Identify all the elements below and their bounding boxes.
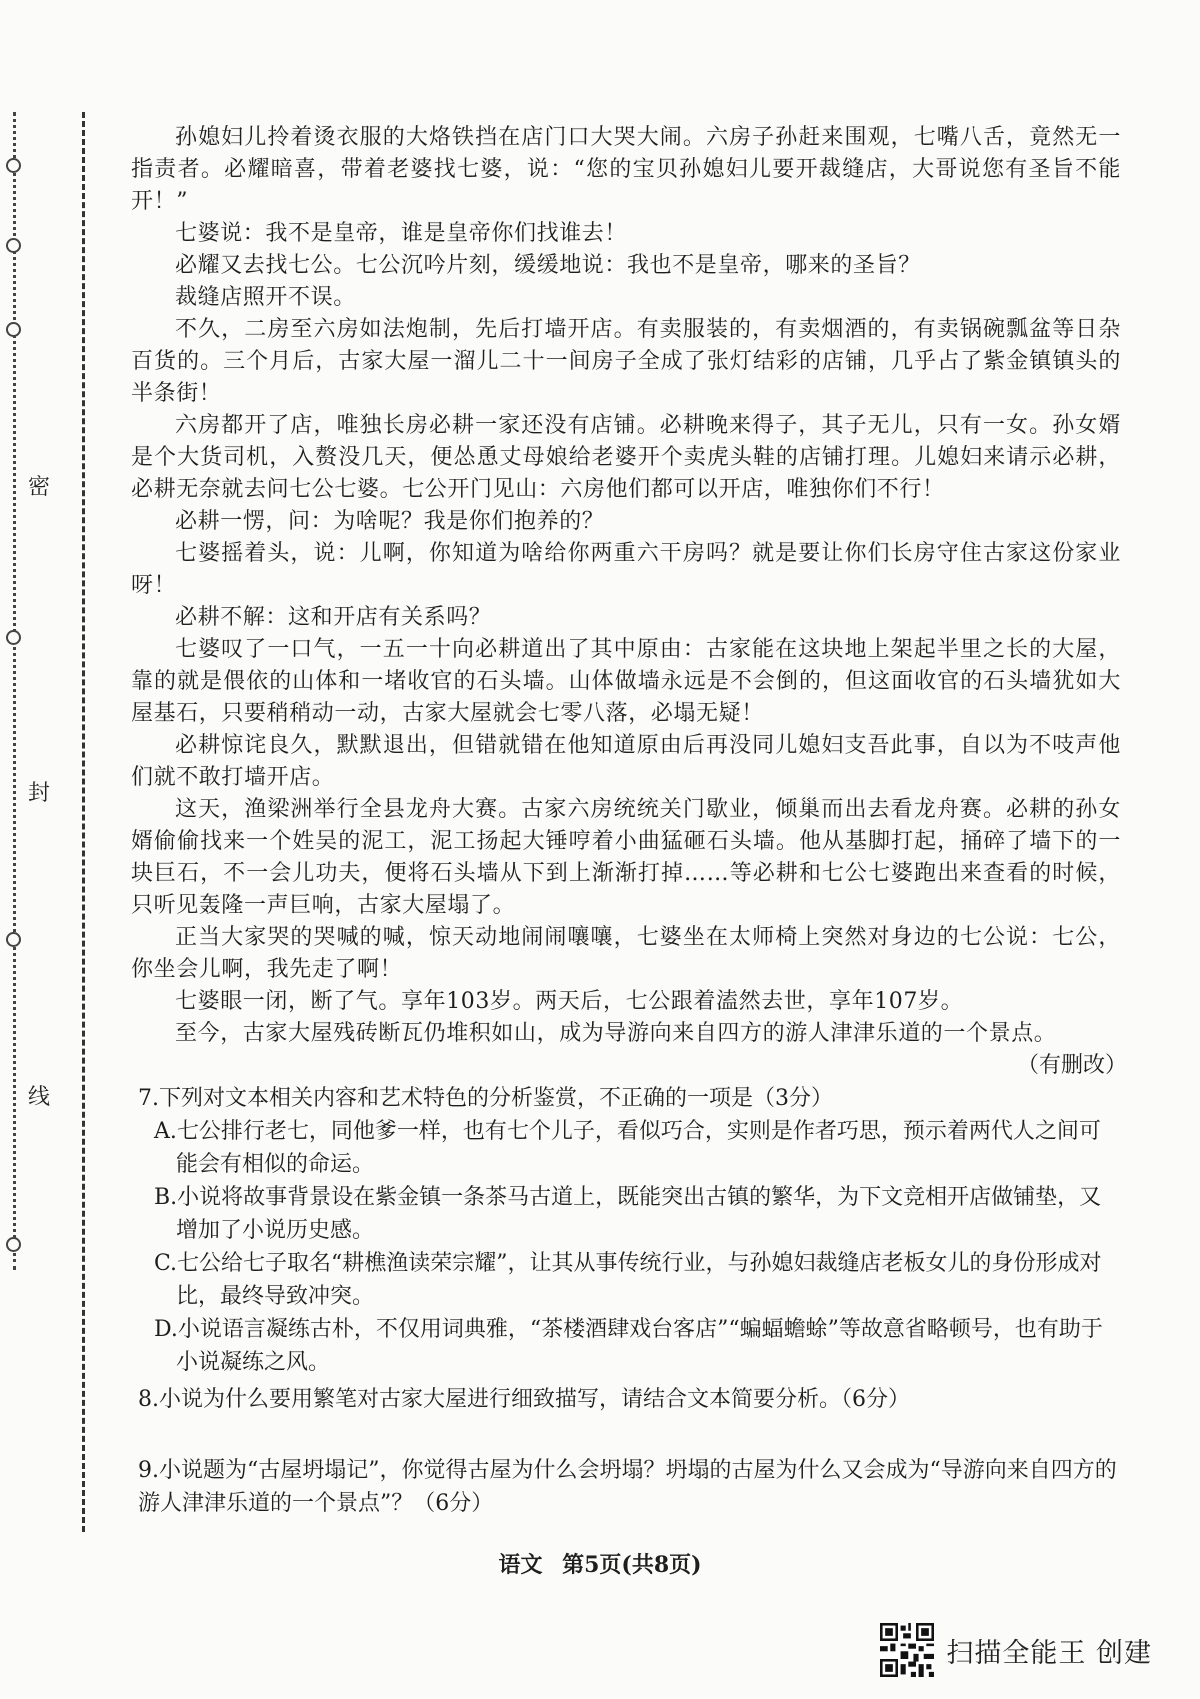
seal-char-mi: 密 [28, 475, 51, 500]
story-paragraph: 不久，二房至六房如法炮制，先后打墙开店。有卖服装的，有卖烟酒的，有卖锅碗瓢盆等日杂百货的。三个月后，古家大屋一溜儿二十一间房子全成了张灯结彩的店铺，几乎占了紫金镇镇头的半条街！ [131, 317, 1121, 406]
story-paragraph: 七婆叹了一口气，一五一十向必耕道出了其中原由：古家能在这块地上架起半里之长的大屋，靠的就是偎依的山体和一堵收官的石头墙。山体做墙永远是不会倒的，但这面收官的石头墙犹如大屋基石，只要稍稍动一动，古家大屋就会七零八落，必塌无疑！ [131, 637, 1121, 726]
binding-dotted-line [13, 112, 16, 1270]
story-paragraph: 六房都开了店，唯独长房必耕一家还没有店铺。必耕晚来得子，其子无儿，只有一女。孙女婿是个大货司机，入赘没几天，便怂恿丈母娘给老婆开个卖虎头鞋的店铺打理。儿媳妇来请示必耕，必耕无奈就去问七公七婆。七公开门见山：六房他们都可以开店，唯独你们不行！ [131, 413, 1121, 502]
binding-dashed-line [82, 112, 85, 1532]
story-paragraph: 必耀又去找七公。七公沉吟片刻，缓缓地说：我也不是皇帝，哪来的圣旨？ [175, 253, 921, 278]
binding-ring-icon [6, 1237, 21, 1252]
question-7-option-a: A.七公排行老七，同他爹一样，也有七个儿子，看似巧合，实则是作者巧思，预示着两代人之间可能会有相似的命运。 [154, 1119, 1101, 1177]
story-paragraph: 正当大家哭的哭喊的喊，惊天动地闹闹嚷嚷，七婆坐在太师椅上突然对身边的七公说：七公，你坐会儿啊，我先走了啊！ [131, 925, 1121, 982]
story-paragraph: 这天，渔梁洲举行全县龙舟大赛。古家六房统统关门歇业，倾巢而出去看龙舟赛。必耕的孙女婿偷偷找来一个姓吴的泥工，泥工扬起大锤哼着小曲猛砸石头墙。他从基脚打起，捅碎了墙下的一块巨石，不一会儿功夫，便将石头墙从下到上渐渐打掉……等必耕和七公七婆跑出来查看的时候，只听见轰隆一声巨响，古家大屋塌了。 [131, 797, 1121, 918]
footer-page-number: 第5页(共8页) [562, 1552, 702, 1578]
question-8: 8.小说为什么要用繁笔对古家大屋进行细致描写，请结合文本简要分析。（6分） [138, 1387, 910, 1412]
watermark-text: 扫描全能王 创建 [946, 1637, 1152, 1669]
qr-code-icon [880, 1623, 934, 1677]
question-7-option-b: B.小说将故事背景设在紫金镇一条茶马古道上，既能突出古镇的繁华，为下文竞相开店做铺垫，又增加了小说历史感。 [154, 1185, 1102, 1243]
story-paragraph: 必耕惊诧良久，默默退出，但错就错在他知道原由后再没同儿媳妇支吾此事，自以为不吱声他们就不敢打墙开店。 [131, 733, 1121, 790]
question-9: 9.小说题为“古屋坍塌记”，你觉得古屋为什么会坍塌？坍塌的古屋为什么又会成为“导游向来自四方的游人津津乐道的一个景点”？（6分） [138, 1458, 1117, 1516]
binding-ring-icon [6, 238, 21, 253]
binding-ring-icon [6, 322, 21, 337]
seal-char-feng: 封 [28, 781, 51, 806]
questions-section [138, 1082, 1118, 1520]
question-7-option-d: D.小说语言凝练古朴，不仅用词典雅，“茶楼酒肆戏台客店”“蝙蝠蟾蜍”等故意省略顿号，也有助于小说凝练之风。 [154, 1317, 1103, 1375]
binding-ring-icon [6, 932, 21, 947]
binding-ring-icon [6, 630, 21, 645]
story-paragraph: 七婆眼一闭，断了气。享年103岁。两天后，七公跟着溘然去世，享年107岁。 [175, 989, 964, 1014]
source-note: （有删改） [1016, 1053, 1127, 1078]
story-paragraph: 七婆说：我不是皇帝，谁是皇帝你们找谁去！ [175, 221, 628, 246]
story-paragraph: 必耕不解：这和开店有关系吗？ [175, 605, 492, 630]
story-text [131, 122, 1127, 1082]
story-paragraph: 至今，古家大屋残砖断瓦仍堆积如山，成为导游向来自四方的游人津津乐道的一个景点。 [175, 1021, 1057, 1046]
story-paragraph: 裁缝店照开不误。 [175, 285, 356, 310]
story-paragraph: 孙媳妇儿拎着烫衣服的大烙铁挡在店门口大哭大闹。六房子孙赶来围观，七嘴八舌，竟然无一指责者。必耀暗喜，带着老婆找七婆，说：“您的宝贝孙媳妇儿要开裁缝店，大哥说您有圣旨不能开！” [131, 125, 1121, 214]
seal-char-xian: 线 [28, 1085, 51, 1110]
question-7-option-c: C.七公给七子取名“耕樵渔读荣宗耀”，让其从事传统行业，与孙媳妇裁缝店老板女儿的身份形成对比，最终导致冲突。 [154, 1251, 1102, 1309]
page-footer [0, 1548, 1200, 1579]
story-paragraph: 必耕一愣，问：为啥呢？我是你们抱养的？ [175, 509, 605, 534]
scanner-watermark [880, 1623, 1152, 1677]
question-7-stem: 7.下列对文本相关内容和艺术特色的分析鉴赏，不正确的一项是（3分） [138, 1086, 833, 1111]
footer-subject: 语文 [498, 1552, 543, 1578]
binding-ring-icon [6, 158, 21, 173]
story-paragraph: 七婆摇着头，说：儿啊，你知道为啥给你两重六干房吗？就是要让你们长房守住古家这份家业呀！ [131, 541, 1121, 598]
